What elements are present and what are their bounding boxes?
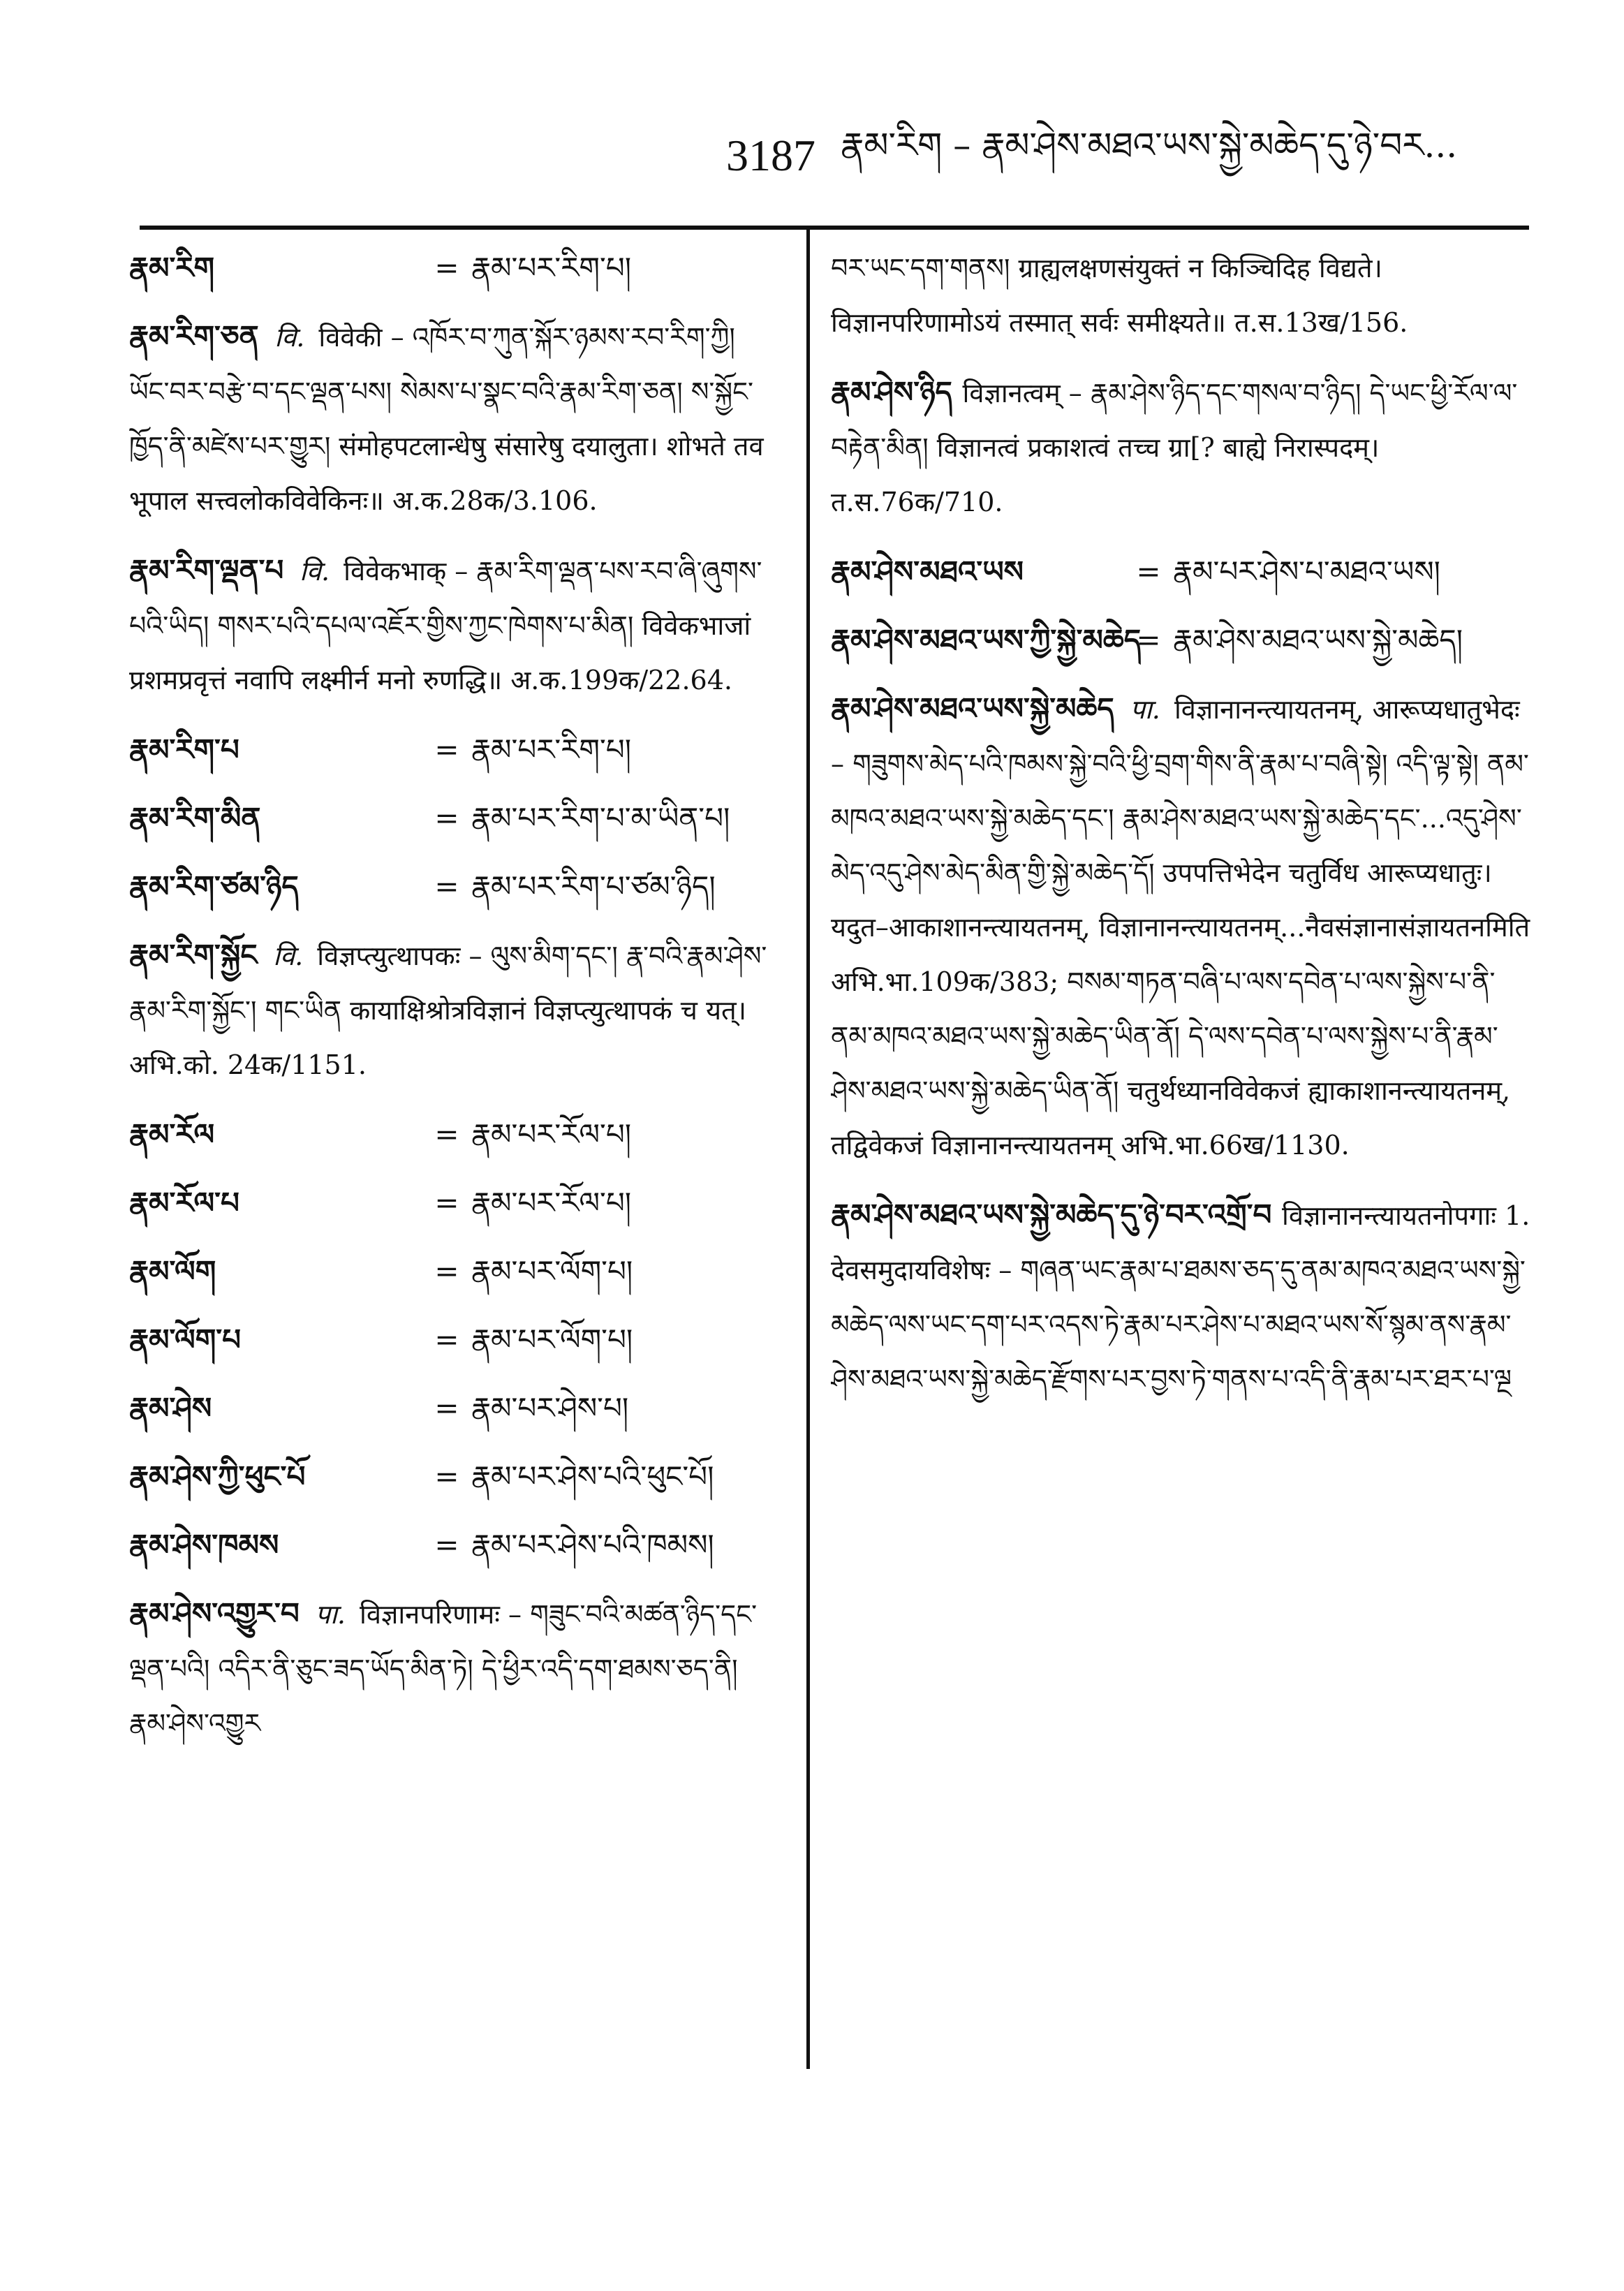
headword: རྣམ་ཤེས་ཉིད <box>831 375 963 409</box>
dictionary-entry <box>129 543 778 707</box>
headword: རྣམ་ཤེས་ཁམས <box>129 1528 279 1562</box>
headword: རྣམ་ཤེས་མཐའ་ཡས་སྐྱེ་མཆེད་དུ་ཉེ་བར་འགྲོ་བ <box>831 1198 1283 1232</box>
headword: རྣམ་ཤེས <box>129 1391 212 1425</box>
grammar-label: वि. <box>274 322 305 353</box>
left-column <box>129 241 778 2070</box>
page-header <box>726 117 1564 194</box>
headword: རྣམ་ཤེས་འགྱུར་བ <box>129 1596 310 1630</box>
grammar-label: वि. <box>273 941 304 971</box>
reference-target: རྣམ་པར་རིག་པ། <box>471 251 632 285</box>
reference-target: རྣམ་པར་རིག་པ། <box>471 732 632 767</box>
equals-sign: = <box>434 1391 459 1425</box>
dictionary-entry <box>129 928 778 1092</box>
equals-sign: = <box>434 732 459 767</box>
entry-body: विज्ञानानन्त्यायतनोपगाः 1. देवसमुदायविशेषः – གཞན་ཡང་རྣམ་པ་ཐམས་ཅད་དུ་ནམ་མཁའ་མཐའ་ཡས་སྐྱེ་མཆེད་ལས་ཡང་དག་པར་འདས་ཏེ་རྣམ་པར་ཤེས་པ་མཐའ་ཡས་སོ་སྙམ་ནས་རྣམ་ཤེས་མཐའ་ཡས་སྐྱེ་མཆེད་རྫོགས་པར་བྱས་ཏེ་གནས་པ་འདི་ནི་རྣམ་པར་ཐར་པ་ལྔ <box>831 1200 1530 1394</box>
grammar-label: पा. <box>1130 694 1160 725</box>
cross-reference-entry <box>129 1518 778 1572</box>
cross-reference-entry <box>129 1176 778 1230</box>
cross-reference-entry <box>129 1107 778 1162</box>
right-column <box>831 241 1536 2070</box>
cross-reference-entry <box>129 1313 778 1367</box>
headword: རྣམ་ཤེས་མཐའ་ཡས <box>831 554 1024 589</box>
equals-sign: = <box>434 801 459 835</box>
page-number: 3187 <box>726 131 815 180</box>
headword: རྣམ་རིག་ཅན <box>129 319 270 353</box>
equals-sign: = <box>1136 554 1161 589</box>
entry-body: विज्ञानपरिणामः – གཟུང་བའི་མཚན་ཉིད་དང་ལྡན་པའི། འདིར་ནི་ཅུང་ཟད་ཡོད་མིན་ཏེ། དེ་ཕྱིར་འདི་དག་ཐམས་ཅད་ནི། རྣམ་ཤེས་འགྱུར <box>129 1599 758 1739</box>
cross-reference-entry <box>129 241 778 295</box>
entry-body: བར་ཡང་དག་གནས། ग्राह्यलक्षणसंयुक्तं न किञ्चिदिह विद्यते। विज्ञानपरिणामोऽयं तस्मात् सर्वः समीक्ष्यते॥ त.स.13ख/156. <box>831 253 1408 338</box>
cross-reference-entry <box>129 723 778 777</box>
equals-sign: = <box>1136 623 1161 657</box>
headword: རྣམ་ཤེས་མཐའ་ཡས་ཀྱི་སྐྱེ་མཆེད <box>831 623 1142 657</box>
dictionary-entry <box>129 309 778 528</box>
cross-reference-entry <box>129 1450 778 1504</box>
cross-reference-entry <box>831 613 1536 668</box>
cross-reference-entry <box>129 791 778 846</box>
reference-target: རྣམ་པར་རོལ་པ། <box>471 1186 632 1220</box>
dictionary-entry <box>831 365 1536 529</box>
dictionary-entry <box>831 682 1536 1172</box>
cross-reference-entry <box>129 1244 778 1299</box>
headword: རྣམ་རིག་ཙམ་ཉིད <box>129 869 299 904</box>
reference-target: རྣམ་པར་རིག་པ་ཙམ་ཉིད། <box>471 869 716 904</box>
reference-target: རྣམ་པར་ལོག་པ། <box>471 1323 633 1357</box>
dictionary-entry <box>129 1586 778 1751</box>
dictionary-entry <box>831 241 1536 350</box>
headword: རྣམ་རིག་ལྡན་པ <box>129 553 294 587</box>
headword: རྣམ་རོལ་པ <box>129 1186 239 1220</box>
headword: རྣམ་རིག་མིན <box>129 801 261 835</box>
equals-sign: = <box>434 869 459 904</box>
reference-target: རྣམ་པར་ཤེས་པའི་ཕུང་པོ། <box>471 1459 714 1494</box>
headword: རྣམ་རིག་སྐྱོང <box>129 938 268 972</box>
headword: རྣམ་རོལ <box>129 1117 215 1151</box>
equals-sign: = <box>434 251 459 285</box>
cross-reference-entry <box>831 545 1536 599</box>
equals-sign: = <box>434 1528 459 1562</box>
reference-target: རྣམ་པར་ཤེས་པ། <box>471 1391 629 1425</box>
cross-reference-entry <box>129 860 778 914</box>
reference-target: རྣམ་པར་རིག་པ་མ་ཡིན་པ། <box>471 801 730 835</box>
grammar-label: पा. <box>315 1599 346 1630</box>
reference-target: རྣམ་ཤེས་མཐའ་ཡས་སྐྱེ་མཆེད། <box>1173 623 1463 657</box>
dictionary-entry <box>831 1188 1536 1406</box>
equals-sign: = <box>434 1459 459 1494</box>
headword: རྣམ་ལོག་པ <box>129 1323 242 1357</box>
entry-body: विज्ञप्त्युत्थापकः – ལུས་མིག་དང་། རྣ་བའི་རྣམ་ཤེས་རྣམ་རིག་སྐྱོང་། གང་ཡིན कायाक्षिश्रोत्रविज्ञानं विज्ञप्त्युत्थापकं च यत्। अभि.को. 24क/1151. <box>129 941 767 1080</box>
entry-body: विज्ञानत्वम् – རྣམ་ཤེས་ཉིད་དང་གསལ་བ་ཉིད། དེ་ཡང་ཕྱི་རོལ་ལ་བརྟེན་མིན། विज्ञानत्वं प्रकाशत्वं तच्च ग्रा[? बाह्ये निरास्पदम्। त.स.76क/710. <box>831 378 1518 517</box>
column-divider <box>806 226 810 2069</box>
header-rule <box>140 226 1529 230</box>
reference-target: རྣམ་པར་རོལ་པ། <box>471 1117 632 1151</box>
equals-sign: = <box>434 1117 459 1151</box>
equals-sign: = <box>434 1254 459 1288</box>
reference-target: རྣམ་པར་ཤེས་པ་མཐའ་ཡས། <box>1173 554 1440 589</box>
headword: རྣམ་ཤེས་ཀྱི་ཕུང་པོ <box>129 1459 306 1494</box>
entry-body: विवेकी – འཁོར་བ་ཀུན་སྐོར་ཉམས་རབ་རིག་ཀྱི། ཡོང་བར་བརྩེ་བ་དང་ལྡན་པས། སེམས་པ་སྣང་བའི་རྣམ་རིག་ཅན། ས་སྐྱོང་ཁྱོད་ནི་མཛེས་པར་གྱུར། संमोहपटलान्धेषु संसारेषु दयालुता। शोभते तव भूपाल सत्त्वलोकविवेकिनः॥ अ.क.28क/3.106. <box>129 322 764 516</box>
reference-target: རྣམ་པར་ཤེས་པའི་ཁམས། <box>471 1528 714 1562</box>
equals-sign: = <box>434 1323 459 1357</box>
reference-target: རྣམ་པར་ལོག་པ། <box>471 1254 633 1288</box>
headword: རྣམ་ལོག <box>129 1254 216 1288</box>
headword: རྣམ་རིག <box>129 251 215 285</box>
headword: རྣམ་རིག་པ <box>129 732 239 767</box>
running-head: རྣམ་རིག – རྣམ་ཤེས་མཐའ་ཡས་སྐྱེ་མཆེད་དུ་ཉེ་བར... <box>841 125 1458 165</box>
entry-body: विज्ञानानन्त्यायतनम्, आरूप्यधातुभेदः – གཟུགས་མེད་པའི་ཁམས་སྐྱེ་བའི་ཕྱི་བྲག་གིས་ནི་རྣམ་པ་བཞི་སྟེ། འདི་ལྟ་སྟེ། ནམ་མཁའ་མཐའ་ཡས་སྐྱེ་མཆེད་དང་། རྣམ་ཤེས་མཐའ་ཡས་སྐྱེ་མཆེད་དང་...འདུ་ཤེས་མེད་འདུ་ཤེས་མེད་མིན་གྱི་སྐྱེ་མཆེད་དོ། उपपत्तिभेदेन चतुर्विध आरूप्यधातुः। यदुत–आकाशानन्त्यायतनम्, विज्ञानानन्त्यायतनम्...नैवसंज्ञानासंज्ञायतनमिति अभि.भा.109क/383; བསམ་གཏན་བཞི་པ་ལས་དབེན་པ་ལས་སྐྱེས་པ་ནི་ནམ་མཁའ་མཐའ་ཡས་སྐྱེ་མཆེད་ཡིན་ནོ། དེ་ལས་དབེན་པ་ལས་སྐྱེས་པ་ནི་རྣམ་ཤེས་མཐའ་ཡས་སྐྱེ་མཆེད་ཡིན་ནོ། चतुर्थध्यानविवेकजं ह्याकाशानन्त्यायतनम्, तद्विवेकजं विज्ञानानन्त्यायतनम् अभि.भा.66ख/1130. <box>831 694 1530 1161</box>
grammar-label: वि. <box>299 556 330 587</box>
cross-reference-entry <box>129 1381 778 1436</box>
headword: རྣམ་ཤེས་མཐའ་ཡས་སྐྱེ་མཆེད <box>831 691 1125 725</box>
entry-body: विवेकभाक् – རྣམ་རིག་ལྡན་པས་རབ་ཞི་ཞུགས་པའི་ཡིད། གསར་པའི་དཔལ་འཇོར་གྱིས་ཀྱང་ཁེགས་པ་མིན། विवेकभाजां प्रशमप्रवृत्तं नवापि लक्ष्मीर्न मनो रुणद्धि॥ अ.क.199क/22.64. <box>129 556 762 695</box>
equals-sign: = <box>434 1186 459 1220</box>
